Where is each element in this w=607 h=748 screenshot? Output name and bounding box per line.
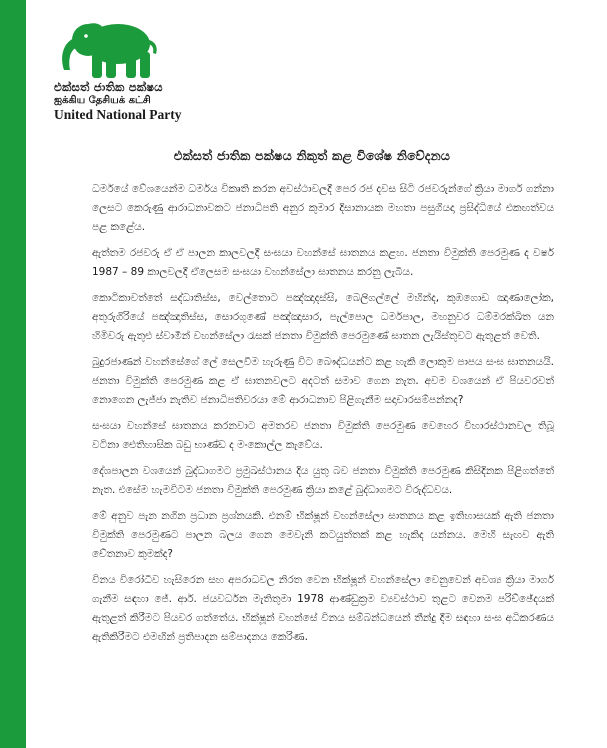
side-accent-bar (0, 0, 26, 748)
paragraph: ඇත්තම රජවරු ඒ ඒ පාලන කාලවලදී සංඝයා වහන්සේ ඝාතනය කළහ. ජනතා විමුක්ති පෙරමුණ ද වර්ෂ 1987 – 89 කාලවලදී ඒලෙසම සංඝයා වහන්සේලා ඝාතනය කරනු ලැබීය. (92, 247, 554, 278)
party-name-tamil: ஐக்கிய தேசியக் கட்சி (54, 95, 151, 106)
paragraph: දේශපාලන වශයෙන් බුද්ධාගමට ප්‍රමුඛස්ථානය දිය යුතු බව ජනතා විමුක්ති පෙරමුණ කිසිදිනක පිළිගත්තේ නැත. එසේම හැමවිටම ජනතා විමුක්ති පෙරමුණ ක්‍රියා කළේ බුද්ධාගමට විරුද්ධවය. (92, 465, 554, 496)
paragraph: ධර්මයේ වේශයෙන්ම ධර්මය විකෘති කරන අවස්ථාවලදී පෙර රජ දවස සිටි රජවරුන්ගේ ක්‍රියා මාර්ග ගන්නා ලෙසට කෙරුණු ආරාධනාවකට ජනාධිපති අනුර කුමාර දිසානායක මහතා පසුගියදා ප්‍රසිද්ධියේ එකඟත්වය පළ කළේය. (92, 183, 554, 233)
party-name-english: United National Party (54, 107, 182, 122)
document-title: එක්සත් ජාතික පක්ෂය නිකුත් කළ විශේෂ නිවේදනය (173, 148, 451, 163)
paragraph: කොටිකාවත්තේ සද්ධාතිස්ස, වෙල්තොට පඤ්ඤාදස්සි, බෙලිගල්ලේ මහින්ද, කුඹගොඩ ඤාණාලෝක, අතුරුගිරියේ පඤ්ඤාතිස්ස, සොරගුණේ පඤ්ඤාසාර, පැල්පොල ධර්මපාල, මහනුවර ධම්මරක්ඛිත යන හිමිවරු ඇතුළු ස්වාමීන් වහන්සේලා රැසක් ජනතා විමුක්ති පෙරමුණේ ඝාතන ලැයිස්තුවට ඇතුළත් වෙති. (92, 292, 554, 342)
party-name-sinhala: එක්සත් ජාතික පක්ෂය (54, 80, 163, 94)
paragraph: විනය විරෝධීව හැසිරෙන සහ අපරාධවල නිරත වෙන භික්ෂූන් වහන්සේලා වෙනුවෙන් අවශ්‍ය ක්‍රියා මාර්ග ගැනීම සඳහා ජේ. ආර්. ජයවර්ධන මැතිතුමා 1978 ආණ්ඩුක්‍රම ව්‍යවස්ථාව තුළට වෙනම පරිච්ඡේදයක් ඇතුළත් කිරීමට පියවර ගත්තේය. භික්ෂූන් වහන්සේ විනය සම්බන්ධයෙන් තීන්දු දීම සඳහා සංඝ අධිකරණය ඇතිකිරීමට එමඟින් ප්‍රතිපාදන සම්පාදනය කෙරිණ. (92, 574, 554, 643)
party-name-block (54, 80, 234, 123)
paragraph: බුදුරජාණන් වහන්සේගේ ලේ සෙලවීම හැරුණු විට බෞද්ධයන්ට කළ හැකි ලොකුම පාපය සංඝ ඝාතනයයි. ජනතා විමුක්ති පෙරමුණ කළ ඒ ඝාතනවලට අදටත් සමාව ගෙන නැත. අවම වශයෙන් ඒ පියවරවත් නොගෙන ලැජ්ජා නැතිව ජනාධිපතිවරයා මේ ආරාධනාව පිළිගැනීම සදාචාරසම්පන්නද? (92, 356, 554, 406)
elephant-logo-icon (48, 14, 178, 84)
paragraph: සංඝයා වහන්සේ ඝාතනය කරනවාට අමතරව ජනතා විමුක්ති පෙරමුණ වෙහෙර විහාරස්ථානවල තිබූ වටිනා ඓතිහාසික බඩු භාණ්ඩ ද මංකොල්ල කැවේය. (92, 420, 554, 451)
document-body (92, 180, 554, 654)
paragraph: මේ අනුව පැන නගින ප්‍රධාන ප්‍රශ්නයකි. එනම් භික්ෂූන් වහන්සේලා ඝාතනය කළ ඉතිහාසයක් ඇති ජනතා විමුක්ති පෙරමුණට පාලන බලය ගෙන මෙවැනි කටයුත්තක් කළ හැකිද යන්නය. මෙහි සැඟව ඇති චේතනාව කුමක්ද? (92, 510, 554, 560)
